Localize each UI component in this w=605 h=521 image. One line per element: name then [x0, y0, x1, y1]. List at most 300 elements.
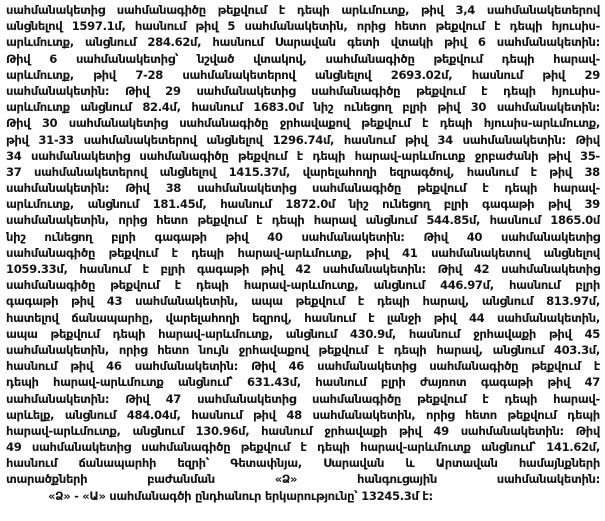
text-line	[6, 471, 600, 487]
word: Թիվ	[125, 83, 150, 98]
word: 46	[106, 359, 122, 374]
word: 6	[477, 35, 486, 50]
word: 1597.1մ,	[71, 19, 126, 34]
text-line	[6, 261, 600, 277]
word: դեպի	[439, 116, 473, 131]
word: թիվ	[548, 326, 572, 341]
word: գագաթի	[154, 229, 207, 244]
word: 30	[470, 100, 487, 115]
word: դեպի	[509, 19, 543, 34]
word: սահմանագիծը	[325, 51, 415, 66]
word: 40	[466, 229, 483, 244]
word: հասնում	[79, 262, 131, 276]
word: նշված	[197, 51, 235, 66]
word: Թիվ	[437, 262, 462, 276]
word: հասնում	[191, 407, 243, 422]
word: թեքվում	[417, 391, 467, 406]
word: սահմանակետին:	[322, 262, 426, 276]
word: դեպի	[501, 51, 535, 66]
text-line	[6, 455, 600, 471]
word: թիվ	[195, 19, 219, 34]
word: 49	[6, 440, 22, 455]
word: թիվ	[437, 100, 461, 115]
word: 35-	[579, 148, 600, 163]
word: սահմանակետին:	[6, 391, 110, 406]
word: սահմանագիծը	[311, 391, 402, 406]
word: 284.62մ,	[147, 35, 202, 50]
word: սահմանակետերով	[182, 67, 296, 82]
text-line	[6, 391, 600, 407]
word: անցնում	[285, 326, 337, 341]
text-line	[6, 439, 600, 455]
word: անցնելով	[6, 19, 63, 34]
word: 1872.0մ	[285, 197, 336, 212]
word: 42	[295, 262, 311, 276]
document-page	[6, 2, 600, 521]
word: սահմանակետից	[30, 148, 130, 163]
word: անցնում՝	[481, 440, 536, 455]
text-line	[6, 164, 600, 180]
word: սահմանակետերով	[34, 164, 148, 179]
word: հարավ	[313, 213, 357, 228]
word: սահմանակետին,	[135, 294, 239, 309]
word: Թիվ	[575, 423, 600, 438]
word: Սարավան	[323, 456, 385, 471]
word: դեպի	[503, 83, 536, 98]
word: թիվ	[547, 375, 571, 390]
word: 29	[584, 67, 600, 82]
word: սահմանակետից	[68, 116, 168, 131]
word: թիվ	[225, 229, 249, 244]
word: 1296.74մ,	[272, 132, 335, 147]
word: անցնում	[365, 213, 417, 228]
word: 7-28	[135, 67, 163, 82]
word: հասնում	[134, 19, 187, 34]
word: դեպի	[393, 342, 427, 357]
word: ջրհավաքով	[279, 116, 350, 131]
word: 1865.0մ	[550, 213, 600, 228]
word: ջրհավաքով	[238, 342, 309, 357]
word: «Ձ»	[274, 472, 298, 487]
word: հասնում	[489, 213, 541, 228]
word: ջրհավաքի	[473, 326, 537, 341]
word: վտակով,	[253, 51, 307, 66]
word: հասնում	[261, 423, 313, 438]
word: դեպի	[504, 181, 538, 196]
word: նիշ	[348, 197, 369, 212]
word: թեքվում	[108, 245, 158, 260]
word: է	[368, 310, 375, 325]
word: 37	[6, 164, 22, 179]
word: սահմանակետին,	[6, 342, 109, 357]
word: հետո	[465, 407, 497, 422]
word: է	[593, 359, 600, 374]
word: ճանապարհը,	[71, 310, 153, 325]
word: թիվ	[71, 294, 94, 309]
word: հետո	[156, 213, 189, 228]
word: է	[421, 116, 429, 131]
word: անցնում	[373, 278, 425, 293]
text-line	[6, 99, 600, 115]
word: հարավ,	[436, 342, 483, 357]
word: հարավ-արևմուտք,	[158, 326, 273, 341]
word: թեքվում	[318, 342, 368, 357]
text-line	[6, 34, 600, 50]
word: հարավ-արևմուտք,	[237, 245, 353, 260]
word: է	[357, 294, 364, 309]
word: հարավ-	[553, 51, 600, 66]
word: հյուսիս-արևմուտք,	[483, 116, 600, 131]
word: հարավ-արևմուտք	[53, 375, 164, 390]
word: 41	[402, 245, 418, 260]
text-line	[6, 374, 600, 390]
word: դեպի	[195, 278, 229, 293]
word: անցնելով	[206, 132, 263, 147]
word: սահմանագիծը	[311, 83, 401, 98]
word: սահմանագիծը	[141, 440, 231, 455]
word: է	[300, 440, 307, 455]
word: սահմանակետին,	[6, 213, 109, 228]
word: 1059.33մ,	[6, 262, 68, 276]
word: 1683.0մ	[253, 100, 303, 115]
word: սահմանակետին:	[460, 423, 564, 438]
word: ունեցող	[343, 100, 392, 115]
word: դեպի	[6, 375, 39, 390]
word: «Ա»	[82, 488, 110, 503]
word: 6	[49, 51, 57, 66]
word: 43	[106, 294, 123, 309]
word: սահմանակետին:	[496, 35, 600, 50]
text-line	[6, 18, 600, 34]
word: թեքվում	[240, 440, 290, 455]
word: հարավ-արևմուտք,	[243, 278, 359, 293]
word: թեքվում	[238, 148, 288, 163]
word: թիվ	[433, 310, 457, 325]
word: անցնելով	[543, 245, 600, 260]
text-line	[6, 132, 600, 148]
word: անցնում	[481, 294, 534, 309]
text-line	[6, 212, 600, 228]
word: 31-33	[38, 132, 74, 147]
word: թեքվում	[361, 116, 411, 131]
word: հյուսիս-	[551, 83, 600, 98]
word: սահմանակետին:	[6, 181, 110, 196]
word: անցնում	[132, 423, 184, 438]
word: 5	[227, 19, 236, 34]
word: հարավ-արևմուտք	[354, 148, 466, 163]
text-line	[6, 488, 600, 504]
word: սահմանակետին:	[462, 132, 566, 147]
word: անցնելով	[314, 67, 372, 82]
word: թեքվում	[433, 51, 483, 66]
word: որից	[426, 407, 455, 422]
word: հասնում	[508, 278, 561, 293]
text-line	[6, 326, 600, 342]
word: սահմանագիծը	[429, 359, 519, 374]
word: 39	[584, 197, 600, 212]
word: թիվ	[542, 67, 566, 82]
word: սահմանակետից	[501, 229, 600, 244]
word: հարավ-արևմուտք,	[6, 423, 121, 438]
word: գետի	[346, 35, 380, 50]
word: ունեցող	[382, 197, 430, 212]
word: սահմանակետից	[31, 440, 131, 455]
text-line	[6, 342, 600, 358]
word: սահմանագիծը	[179, 116, 269, 131]
word: թիվ	[6, 132, 29, 147]
word: ապա	[6, 326, 38, 341]
word: թեքվում	[217, 3, 267, 17]
word: 34	[437, 132, 453, 147]
word: բլրի	[160, 262, 186, 276]
word: «Ձ»	[48, 488, 75, 503]
word: հասնում	[343, 132, 396, 147]
word: անցնում	[492, 342, 544, 357]
word: հետո	[157, 342, 189, 357]
text-line	[6, 358, 600, 374]
word: ջրբաժանի	[474, 148, 539, 163]
word: եզրով,	[252, 310, 292, 325]
word: վարելահողի	[165, 310, 240, 325]
word: հարավ-արևմուտք	[360, 440, 471, 455]
word: դեպի	[504, 391, 538, 406]
word: սահմանակետից	[196, 83, 296, 98]
word: թիվ	[549, 164, 572, 179]
word: դեպի	[567, 407, 600, 422]
word: հատելով	[6, 310, 59, 325]
word: համայնքների	[518, 456, 600, 471]
word: եզրի՝	[177, 456, 210, 471]
word: Թիվ	[6, 51, 31, 66]
word: թիվ	[404, 132, 428, 147]
word: նիշ	[313, 100, 334, 115]
text-line	[6, 148, 600, 164]
text-line	[6, 245, 600, 261]
word: հյուսիս-	[551, 19, 600, 34]
word: նույն	[198, 342, 229, 357]
word: հասնում	[212, 35, 264, 50]
word: տարածքների	[6, 472, 88, 487]
word: երկարությունը՝	[264, 488, 362, 503]
word: թեքվում	[435, 19, 485, 34]
word: արևմուտք,	[341, 3, 410, 17]
word: թեքվում	[507, 407, 557, 422]
word: բլրի	[380, 375, 406, 390]
word: թիվ	[365, 245, 389, 260]
word: թիվ	[421, 3, 444, 17]
word: Գետափնյա,	[230, 456, 302, 471]
word: նիշ	[6, 229, 26, 244]
word: սահմանագիծը	[311, 181, 402, 196]
word: է	[481, 83, 488, 98]
word: 47	[165, 391, 182, 406]
word: սահմանագիծը	[6, 245, 96, 260]
word: 42	[473, 262, 490, 276]
word: հարավ,	[422, 294, 469, 309]
word: 430.9մ,	[349, 326, 396, 341]
word: Թիվ	[6, 116, 31, 131]
text-line	[6, 277, 600, 293]
word: 34	[6, 148, 22, 163]
word: հասնում	[191, 100, 243, 115]
word: է	[377, 342, 384, 357]
word: 2693.02մ,	[390, 67, 453, 82]
word: Արտավան	[435, 456, 498, 471]
word: 1415.37մ,	[228, 164, 291, 179]
word: Թիվ	[423, 229, 448, 244]
word: է	[482, 181, 489, 196]
word: արևելք,	[6, 407, 55, 422]
word: -	[74, 488, 83, 503]
word: Թիվ	[251, 359, 276, 374]
word: 544.85մ,	[426, 213, 481, 228]
word: սահմանակետից	[501, 262, 600, 276]
text-line	[6, 51, 600, 67]
text-line	[6, 67, 600, 83]
word: ընդհանուր	[194, 488, 265, 503]
word: հասնում	[466, 164, 518, 179]
word: է	[142, 262, 149, 276]
word: է	[530, 164, 537, 179]
word: 40	[267, 229, 283, 244]
word: 813.97մ,	[546, 294, 600, 309]
word: ջրհավաքի	[324, 423, 388, 438]
word: 403.3մ,	[553, 342, 600, 357]
word: հանգուցային	[357, 472, 437, 487]
word: թեքվում	[416, 83, 466, 98]
word: հասնում	[6, 456, 58, 471]
word: սահմանակետից՝	[75, 51, 179, 66]
word: սահմանակետից	[6, 3, 105, 17]
word: թիվ	[253, 407, 276, 422]
word: ժայռոտ	[419, 375, 467, 390]
word: թիվ	[70, 359, 94, 374]
text-line	[6, 423, 600, 439]
word: գագաթի	[480, 375, 534, 390]
word: 484.04մ,	[126, 407, 181, 422]
word: է	[278, 3, 285, 17]
word: հարավ-	[553, 181, 600, 196]
word: ճանապարհի	[78, 456, 157, 471]
word: սահմանագծի	[109, 488, 195, 503]
word: արևմուտք	[6, 100, 70, 115]
word: է	[256, 213, 263, 228]
word: արևմուտք,	[6, 197, 74, 212]
word: և	[405, 456, 415, 471]
word: հասնում	[315, 375, 367, 390]
word: սահմանագիծը	[116, 3, 206, 17]
word: դեպի	[317, 440, 350, 455]
word: 181.45մ,	[152, 197, 207, 212]
word: հասնում	[6, 359, 58, 374]
word: Թիվ	[575, 132, 600, 147]
word: թիվ	[398, 423, 422, 438]
word: սահմանակետին:	[301, 229, 405, 244]
word: ապա	[251, 294, 283, 309]
word: սահմանակետին:	[6, 83, 110, 98]
text-line	[6, 180, 600, 196]
word: 45	[584, 326, 600, 341]
word: 29	[165, 83, 181, 98]
word: անցնում	[64, 407, 117, 422]
word: անցնում	[80, 100, 132, 115]
word: սահմանակետերով	[486, 3, 600, 17]
word: անցնելով	[159, 164, 216, 179]
text-line	[6, 2, 600, 18]
word: որից	[118, 342, 148, 357]
word: 46	[288, 359, 304, 374]
word: է	[494, 19, 501, 34]
word: 446.97մ,	[440, 278, 494, 293]
word: բլրի	[575, 278, 600, 293]
word: հետո	[394, 19, 427, 34]
word: 3,4	[455, 3, 476, 17]
word: գագաթի	[6, 294, 59, 309]
word: եզրագծով,	[389, 164, 455, 179]
word: թիվ	[548, 197, 571, 212]
word: 47	[584, 375, 600, 390]
word: դեպի	[312, 148, 346, 163]
word: վտակի	[390, 35, 433, 50]
word: որից	[118, 213, 147, 228]
word: թեքվում	[50, 326, 100, 341]
word: 44	[468, 310, 485, 325]
word: սահմանակետից	[197, 181, 296, 196]
word: Թիվ	[125, 181, 150, 196]
word: է	[171, 245, 178, 260]
text-line	[6, 115, 600, 131]
word: թիվ	[93, 67, 116, 82]
word: հասնում	[471, 67, 523, 82]
word: լանջի	[386, 310, 422, 325]
word: 141.62մ,	[546, 440, 600, 455]
word: հասնում	[304, 310, 356, 325]
word: անցնում՝	[178, 375, 233, 390]
text-line	[6, 293, 600, 309]
word: է	[174, 278, 181, 293]
word: 38	[165, 181, 182, 196]
word: 82.4մ,	[142, 100, 181, 115]
word: արևմուտք,	[6, 67, 74, 82]
word: դեպի	[376, 294, 410, 309]
text-line	[6, 83, 600, 99]
word: արևմուտք,	[6, 35, 74, 50]
word: սահմանակետին,	[312, 407, 416, 422]
word: դեպի	[112, 326, 146, 341]
word: Թիվ	[125, 391, 150, 406]
word: թիվ	[547, 148, 571, 163]
word: անցնում	[87, 197, 139, 212]
word: բլրի	[443, 197, 469, 212]
word: սահմանակետից	[317, 359, 417, 374]
text-line	[6, 310, 600, 326]
word: հասնում	[220, 197, 272, 212]
word: թիվ	[444, 35, 467, 50]
word: սահմանակետով	[431, 245, 530, 260]
word: գագաթի	[196, 262, 250, 276]
word: դեպի	[191, 245, 224, 260]
word: հարավ-	[553, 391, 600, 406]
word: բլրի	[111, 229, 136, 244]
word: թեքվում	[417, 181, 467, 196]
word: է	[482, 391, 489, 406]
text-line	[6, 407, 600, 423]
word: սահմանակետին,	[244, 19, 348, 34]
word: դեպի	[296, 3, 330, 17]
word: 49	[433, 423, 449, 438]
word: որից	[356, 19, 386, 34]
word: սահմանակետերով	[83, 132, 197, 147]
